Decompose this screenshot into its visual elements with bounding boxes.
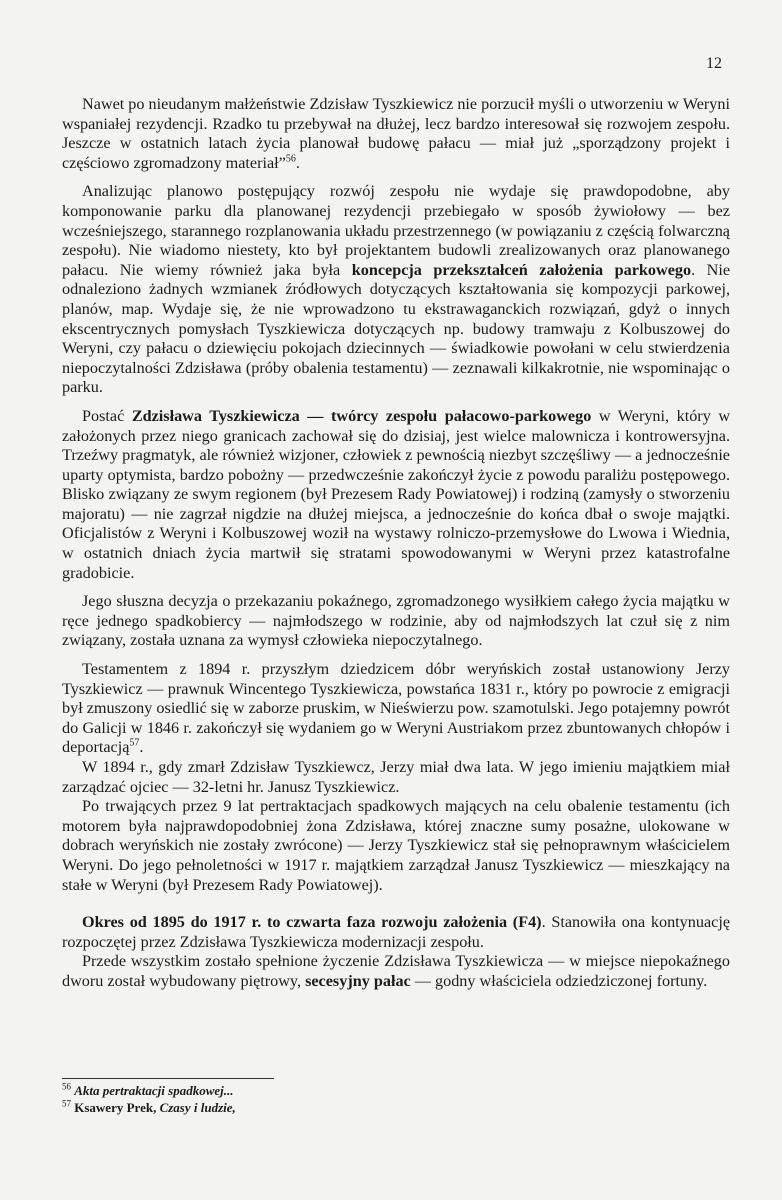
footnote-end: , — [232, 1100, 236, 1115]
paragraph-end: . — [139, 738, 144, 757]
bold-phrase: secesyjny pałac — [305, 971, 411, 990]
paragraph-text: — godny właściciela odziedziczonej fortuny. — [414, 971, 708, 990]
page-number: 12 — [706, 55, 722, 72]
paragraph-text: Przede wszystkim zostało spełnione życzenie Zdzisława Tyszkiewicza — w miejsce niepokaźnego dworu został wybudowany piętrowy, — [62, 952, 730, 990]
paragraph-end: . — [295, 153, 300, 172]
paragraph-2 — [62, 182, 730, 398]
paragraph-text: Testamentem z 1894 r. przyszłym dziedzicem dóbr weryńskich został ustanowiony Jerzy Tyszkiewicz — prawnuk Wincentego Tyszkiewicza, powstańca 1831 r., który po powrocie z emigracji był zmuszony osiedlić się w zaborze pruskim, w Nieświerzu pow. szamotulski. Jego potajemny powrót do Galicji w 1846 r. zakończył się wydaniem go w Weryni Austriakom przez zbuntowanych chłopów i deportacją — [62, 660, 730, 757]
footnote-divider — [62, 1078, 274, 1079]
paragraph-text: Nawet po nieudanym małżeństwie Zdzisław Tyszkiewicz nie porzucił myśli o utworzeniu w Weryni wspaniałej rezydencji. Rzadko tu przebywał na dłużej, lecz bardzo interesował się rozwojem zespołu. Jeszcze w ostatnich latach życia planował budowę pałacu — miał już „sporządzony projekt i częściowo zgromadzony materiał” — [62, 95, 730, 172]
paragraph-text: . Nie odnaleziono żadnych wzmianek źródłowych dotyczących kształtowania się kompozycji parkowej, planów, map. Wydaje się, że nie wprowadzono tu ekstrawaganckich rozwiązań, gdyż o innych ekscentrycznych pomysłach Tyszkiewicza dotyczących np. budowy tramwaju z Kolbuszowej do Weryni, czy pałacu o dziewięciu pokojach dziecinnych — świadkowie powołani w celu stwierdzenia niepoczytalności Zdzisława (próby obalenia testamentu) — zeznawali kilkakrotnie, nie wspominając o parku. — [62, 260, 731, 397]
bold-phrase: Zdzisława Tyszkiewicza — [131, 406, 300, 425]
paragraph-7: Po trwających przez 9 lat pertraktacjach spadkowych mających na celu obalenie testamentu (ich motorem była najprawdopodobniej żona Zdzisława, której znaczne sumy posażne, ulokowane w dobrach weryńskich nie zostały zwrócone) — Jerzy Tyszkiewicz stał się pełnoprawnym właścicielem Weryni. Do jego pełnoletności w 1917 r. majątkiem zarządzał Janusz Tyszkiewicz — mieszkający na stałe w Weryni (był Prezesem Rady Powiatowej). — [62, 797, 730, 894]
footnote-number: 56 — [62, 1081, 71, 1092]
dash: — — [307, 406, 324, 425]
paragraph-text: . Stanowiła ona kontynuację rozpoczętej przez Zdzisława Tyszkiewicza modernizacji zespołu. — [62, 913, 731, 951]
footnote-ref-56: 56 — [285, 153, 296, 165]
paragraph-text: Postać — [82, 406, 125, 425]
paragraph-6: W 1894 r., gdy zmarł Zdzisław Tyszkiewcz, Jerzy miał dwa lata. W jego imieniu majątkiem miał zarządzać ojciec — 32-letni hr. Janusz Tyszkiewicz. — [62, 758, 730, 796]
body-text — [62, 95, 730, 992]
footnote-ref-57: 57 — [129, 738, 140, 750]
paragraph-1 — [62, 95, 730, 173]
bold-phrase: koncepcja przekształceń założenia parkowego — [351, 260, 692, 279]
bold-phrase: twórcy zespołu pałacowo-parkowego — [331, 406, 592, 425]
footnote-title: Czasy i ludzie — [159, 1100, 233, 1115]
paragraph-3 — [62, 407, 730, 583]
paragraph-text: w Weryni, który w założonych przez niego granicach zachował się do dzisiaj, jest wielce malownicza i kontrowersyjna. Trzeźwy pragmatyk, ale również wizjoner, człowiek z pewnością niezbyt szczęśliwy — a jednocześnie uparty optymista, bardzo pobożny — przedwcześnie zakończył życie z powodu paraliżu postępowego. Blisko związany ze swym regionem (był Prezesem Rady Powiatowej) i rodziną (zamysły o stworzeniu majoratu) — nie zagrzał nigdzie na dłużej miejsca, a jednocześnie do końca dbał o swoje majątki. Oficjalistów z Weryni i Kolbuszowej woził na wystawy rolniczo-przemysłowe do Lwowa i Wiednia, w ostatnich dniach życia martwił się stratami spowodowanymi w Weryni przez katastrofalne gradobicie. — [62, 406, 731, 582]
footnote-title: Akta pertraktacji spadkowej... — [74, 1083, 234, 1098]
footnotes — [62, 1078, 462, 1116]
bold-phrase: Okres od 1895 do 1917 r. to czwarta faza rozwoju założenia (F4) — [82, 913, 542, 932]
footnote-57 — [62, 1099, 462, 1116]
paragraph-9 — [62, 952, 730, 991]
footnote-number: 57 — [62, 1098, 71, 1109]
paragraph-text: Analizując planowo postępujący rozwój zespołu nie wydaje się prawdopodobne, aby komponowanie parku dla planowanej rezydencji przebiegało w sposób żywiołowy — bez wcześniejszego, starannego rozplanowania układu przestrzennego (w powiązaniu z częścią folwarczną zespołu). Nie wiadomo niestety, kto był projektantem budowli zrealizowanych oraz planowanego pałacu. Nie wiemy również jaka była — [62, 182, 730, 279]
paragraph-4: Jego słuszna decyzja o przekazaniu pokaźnego, zgromadzonego wysiłkiem całego życia majątku w ręce jednego spadkobiercy — najmłodszego w rodzinie, aby od najmłodszych lat czuł się z nim związany, została uznana za wymysł człowieka niepoczytalnego. — [62, 592, 730, 650]
paragraph-8 — [62, 913, 730, 952]
paragraph-5 — [62, 660, 730, 758]
footnote-author: Ksawery Prek, — [74, 1100, 160, 1115]
footnote-56 — [62, 1082, 462, 1099]
